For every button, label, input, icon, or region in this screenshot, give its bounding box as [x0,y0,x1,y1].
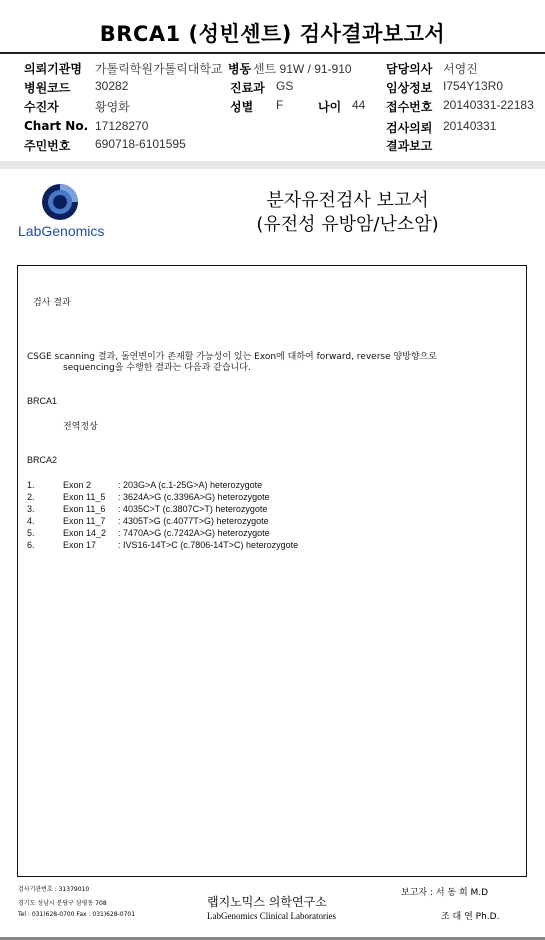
variant-exon: Exon 11_6 [63,504,106,514]
report-title-line2: (유전성 유방암/난소암) [256,214,439,235]
clinical-info-label: 임상정보 [386,81,433,95]
org-name-english: LabGenomics Clinical Laboratories [207,911,336,921]
brca1-label: BRCA1 [27,396,58,406]
variant-exon: Exon 2 [63,480,92,490]
chart-label: Chart No. [24,119,89,133]
variant-exon: Exon 17 [63,540,97,550]
recipient-label: 수진자 [24,100,59,114]
variant-exon: Exon 11_5 [63,492,106,502]
variant-description: : 7470A>G (c.7242A>G) heterozygote [118,528,270,538]
receipt-value: 20140331-22183 [443,98,534,112]
address: 경기도 성남시 분당구 삼평동 708 [18,900,107,907]
variant-number: 1. [27,480,35,490]
recipient-value: 황영화 [95,100,130,114]
age-label: 나이 [318,100,342,114]
brca2-label: BRCA2 [27,455,58,465]
ward-label: 병동 [228,62,252,76]
reporter-2: 조 대 연 Ph.D. [441,912,500,922]
section-heading: 검사 결과 [33,298,71,308]
license-number: 검사기관번호 : 31379010 [18,886,90,893]
section-divider [0,161,545,169]
dept-label: 진료과 [230,81,265,95]
hospital-code-label: 병원코드 [24,81,71,95]
variant-description: : 3624A>G (c.3396A>G) heterozygote [118,492,270,502]
receipt-label: 접수번호 [386,100,433,114]
clinical-info-value: I754Y13R0 [443,79,504,93]
variant-number: 2. [27,492,35,502]
intro-line-2: sequencing을 수행한 결과는 다음과 같습니다. [63,363,251,373]
intro-line-1: CSGE scanning 결과, 돌연변이가 존재할 가능성이 있는 Exon에 대하여 forward, reverse 양방향으로 [27,352,437,362]
reporter-1: 보고자 : 서 동 희 M.D [401,888,489,898]
labgenomics-logo [18,180,118,240]
report-title-line1: 분자유전검사 보고서 [266,190,429,211]
org-name-korean: 랩지노믹스 의학연구소 [207,895,327,909]
report-body [17,265,527,877]
variant-number: 3. [27,504,35,514]
resident-value: 690718-6101595 [95,137,186,151]
logo-mark-icon [40,182,80,222]
header-rule [0,52,545,54]
page-title: BRCA1 (성빈센트) 검사결과보고서 [99,22,446,46]
hospital-code-value: 30282 [95,79,129,93]
logo-text: LabGenomics [18,223,105,239]
brca1-result: 전역정상 [63,422,98,432]
variant-number: 4. [27,516,35,526]
variant-description: : IVS16-14T>C (c.7806-14T>C) heterozygote [118,540,299,550]
request-date-label: 검사의뢰 [386,121,433,135]
age-value: 44 [352,98,366,112]
chart-value: 17128270 [95,119,149,133]
variant-description: : 203G>A (c.1-25G>A) heterozygote [118,480,263,490]
resident-label: 주민번호 [24,139,71,153]
sex-value: F [276,98,284,112]
request-org-label: 의뢰기관명 [24,62,82,76]
doctor-value: 서영진 [443,62,478,76]
ward-value: 센트 91W / 91-910 [253,62,352,76]
doctor-label: 담당의사 [386,62,433,76]
variant-exon: Exon 14_2 [63,528,107,538]
variant-number: 5. [27,528,35,538]
request-date-value: 20140331 [443,119,497,133]
variant-number: 6. [27,540,35,550]
dept-value: GS [276,79,294,93]
result-report-label: 결과보고 [386,139,433,153]
sex-label: 성별 [230,100,254,114]
variant-description: : 4305T>G (c.4077T>G) heterozygote [118,516,269,526]
variant-description: : 4035C>T (c.3807C>T) heterozygote [118,504,268,514]
request-org-value: 가톨릭학원가톨릭대학교 [95,62,223,76]
phone-fax: Tel : 031)628-0700 Fax : 031)628-0701 [18,911,136,918]
variant-exon: Exon 11_7 [63,516,106,526]
